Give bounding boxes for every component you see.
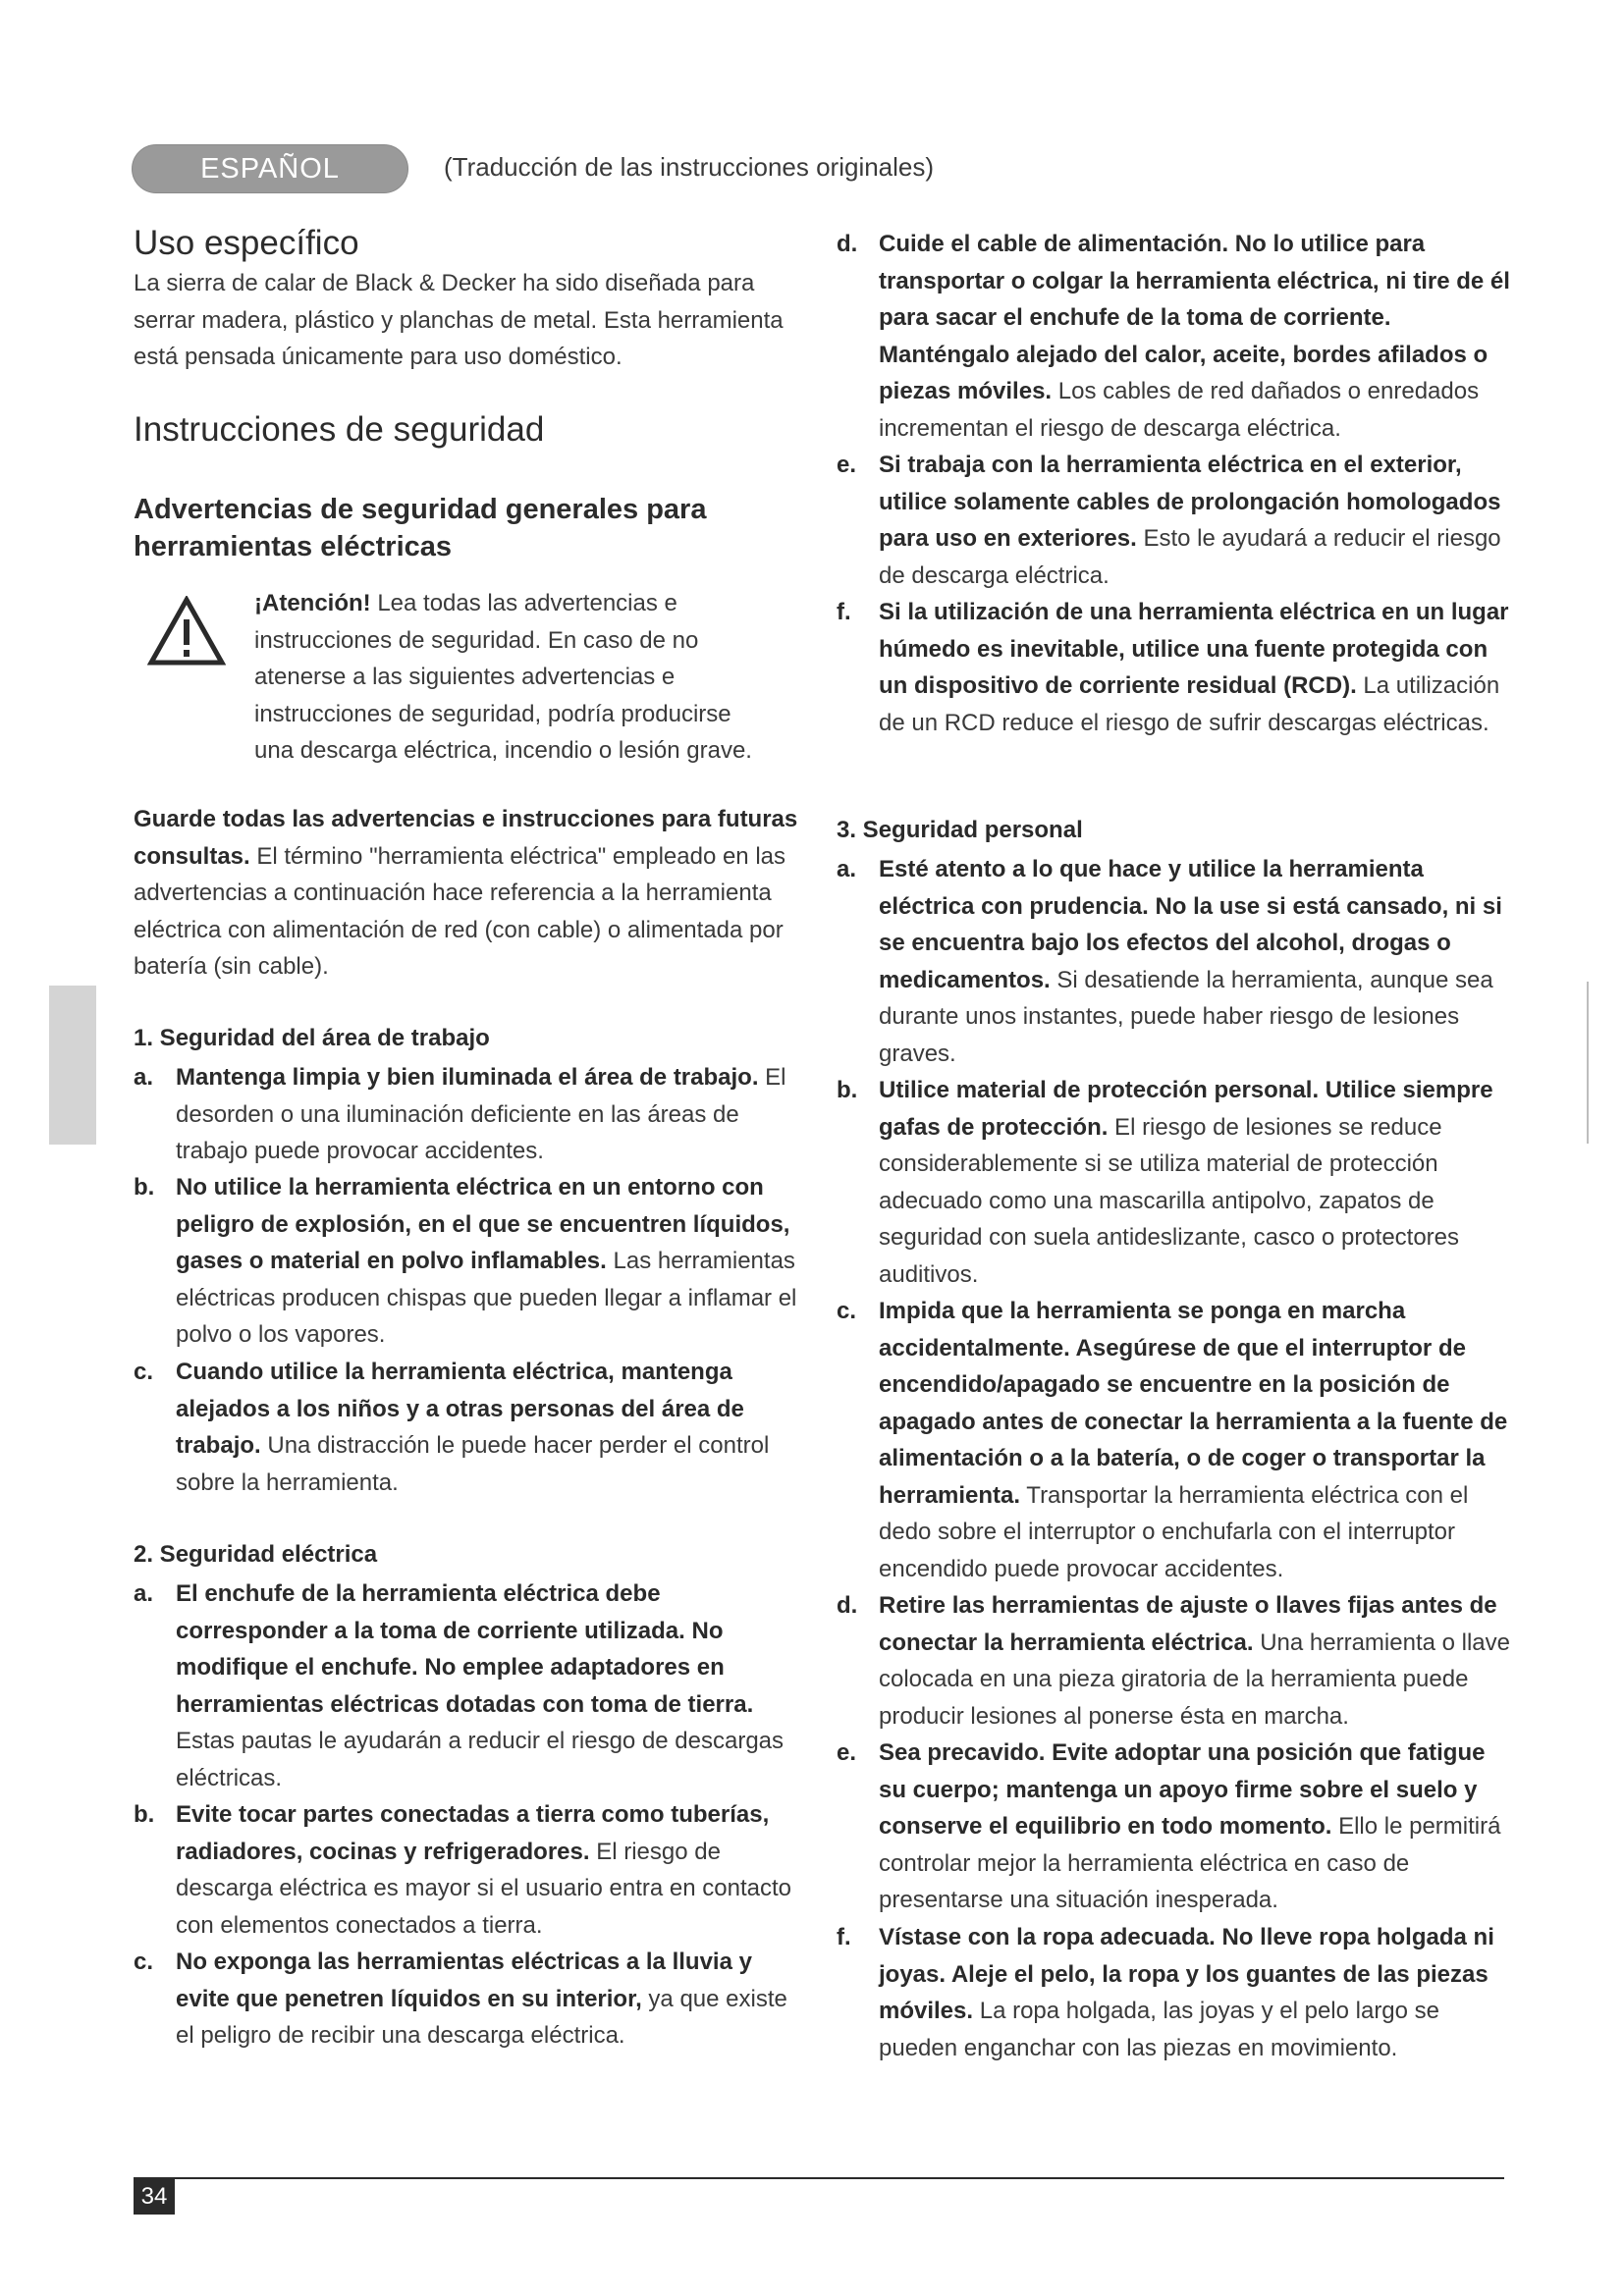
list-item-3c <box>837 1293 1514 1587</box>
item-bold: No utilice la herramienta eléctrica en un entorno con peligro de explosión, en el que se encuentren líquidos, gases o material en polvo inflamables. <box>176 1174 790 1274</box>
subsection-title-advertencias: Advertencias de seguridad generales para herramientas eléctricas <box>134 494 707 562</box>
list-item-2d <box>837 226 1514 447</box>
item-text: Las herramientas eléctricas producen chispas que pueden llegar a inflamar el polvo o los vapores. <box>176 1248 797 1348</box>
item-bold: Utilice material de protección personal. Utilice siempre gafas de protección. <box>879 1077 1493 1141</box>
list-label: a. <box>134 1064 154 1091</box>
list-item-2e <box>837 447 1514 594</box>
list-label: b. <box>134 1174 155 1201</box>
list-label: a. <box>837 856 857 882</box>
item-text: Estas pautas le ayudarán a reducir el riesgo de descargas eléctricas. <box>176 1728 785 1791</box>
footer-rule <box>134 2177 1504 2179</box>
warning-triangle-icon <box>147 596 226 667</box>
item-text: Si desatiende la herramienta, aunque sea durante unos instantes, puede haber riesgo de lesiones graves. <box>879 966 1493 1067</box>
item-bold: El enchufe de la herramienta eléctrica debe corresponder a la toma de corriente utilizada. No modifique el enchufe. No emplee adaptadores en herramientas eléctricas dotadas con toma de tierra. <box>176 1580 754 1718</box>
uso-paragraph: La sierra de calar de Black & Decker ha sido diseñada para serrar madera, plástico y planchas de metal. Esta herramienta está pensada únicamente para uso doméstico. <box>134 270 784 370</box>
page-number: 34 <box>134 2179 175 2215</box>
item-bold: Retire las herramientas de ajuste o llaves fijas antes de conectar la herramienta eléctrica. <box>879 1592 1497 1656</box>
section-2-title: 2. Seguridad eléctrica <box>134 1541 378 1568</box>
list-item-1b <box>134 1169 811 1354</box>
list-label: e. <box>837 1739 857 1766</box>
list-label: c. <box>134 1359 154 1385</box>
item-bold: Si trabaja con la herramienta eléctrica en el exterior, utilice solamente cables de prolongación homologados para uso en exteriores. <box>879 452 1501 552</box>
list-label: a. <box>134 1580 154 1607</box>
list-label: f. <box>837 1924 851 1950</box>
item-text: El riesgo de lesiones se reduce considerablemente si se utiliza material de protección adecuado como una mascarilla antipolvo, zapatos de seguridad con suela antideslizante, casco o protectores auditivos. <box>879 1113 1460 1288</box>
guarde-bold: Guarde todas las advertencias e instrucciones para futuras consultas. <box>134 806 798 870</box>
item-text: ya que existe el peligro de recibir una descarga eléctrica. <box>176 1985 787 2049</box>
guarde-paragraph <box>134 801 801 986</box>
list-item-2b <box>134 1796 811 1944</box>
list-item-1c <box>134 1354 811 1501</box>
list-item-3d <box>837 1587 1514 1735</box>
item-text: La utilización de un RCD reduce el riesgo de sufrir descargas eléctricas. <box>879 672 1500 736</box>
section-1-title: 1. Seguridad del área de trabajo <box>134 1025 490 1051</box>
warning-bold: ¡Atención! <box>254 590 371 616</box>
list-item-1a <box>134 1059 811 1170</box>
item-bold: No exponga las herramientas eléctricas a la lluvia y evite que penetren líquidos en su interior, <box>176 1949 752 2012</box>
list-label: e. <box>837 452 857 478</box>
item-text: Una distracción le puede hacer perder el control sobre la herramienta. <box>176 1432 770 1496</box>
list-item-3e <box>837 1735 1514 1919</box>
list-item-3b <box>837 1072 1514 1293</box>
item-text: El desorden o una iluminación deficiente en las áreas de trabajo puede provocar accidentes. <box>176 1064 786 1164</box>
list-item-3f <box>837 1919 1514 2066</box>
item-bold: Mantenga limpia y bien iluminada el área de trabajo. <box>176 1064 759 1091</box>
side-line-marker <box>1587 982 1589 1144</box>
translation-subtitle: (Traducción de las instrucciones originales) <box>444 152 935 182</box>
item-bold: Cuando utilice la herramienta eléctrica, mantenga alejados a los niños y a otras personas del área de trabajo. <box>176 1359 744 1459</box>
list-label: c. <box>837 1298 857 1324</box>
item-text: Ello le permitirá controlar mejor la herramienta eléctrica en caso de presentarse una situación inesperada. <box>879 1813 1501 1913</box>
warning-paragraph <box>254 585 775 770</box>
list-item-2f <box>837 594 1514 741</box>
list-label: f. <box>837 599 851 625</box>
list-item-2c <box>134 1944 811 2055</box>
list-item-3a <box>837 851 1514 1072</box>
warning-text: Lea todas las advertencias e instrucciones de seguridad. En caso de no atenerse a las siguientes advertencias e instrucciones de seguridad, podría producirse una descarga eléctrica, incendio o lesión grave. <box>254 590 752 764</box>
item-text: Los cables de red dañados o enredados incrementan el riesgo de descarga eléctrica. <box>879 378 1480 442</box>
section-title-instrucciones: Instrucciones de seguridad <box>134 410 545 449</box>
section-3-title: 3. Seguridad personal <box>837 817 1083 843</box>
list-label: b. <box>837 1077 858 1103</box>
item-bold: Cuide el cable de alimentación. No lo utilice para transportar o colgar la herramienta eléctrica, ni tire de él para sacar el enchufe de la toma de corriente. Manténgalo alejado del calor, aceite, bordes afilados o piezas móviles. <box>879 231 1510 404</box>
list-label: d. <box>837 1592 858 1619</box>
item-bold: Evite tocar partes conectadas a tierra como tuberías, radiadores, cocinas y refrigeradores. <box>176 1801 770 1865</box>
guarde-text: El término "herramienta eléctrica" empleado en las advertencias a continuación hace referencia a la herramienta eléctrica con alimentación de red (con cable) o alimentada por batería (sin cable). <box>134 842 785 980</box>
list-label: d. <box>837 231 858 257</box>
side-tab-marker <box>49 986 96 1145</box>
list-label: c. <box>134 1949 154 1975</box>
language-badge: ESPAÑOL <box>132 144 408 193</box>
item-text: La ropa holgada, las joyas y el pelo largo se pueden enganchar con las piezas en movimiento. <box>879 1998 1440 2061</box>
item-text: Transportar la herramienta eléctrica con el dedo sobre el interruptor o enchufarla con el interruptor encendido puede provocar accidentes. <box>879 1481 1469 1582</box>
section-title-uso: Uso específico <box>134 224 359 262</box>
item-text: El riesgo de descarga eléctrica es mayor si el usuario entra en contacto con elementos conectados a tierra. <box>176 1838 791 1939</box>
item-bold: Esté atento a lo que hace y utilice la herramienta eléctrica con prudencia. No la use si está cansado, ni si se encuentra bajo los efectos del alcohol, drogas o medicamentos. <box>879 856 1502 993</box>
item-bold: Sea precavido. Evite adoptar una posición que fatigue su cuerpo; mantenga un apoyo firme sobre el suelo y conserve el equilibrio en todo momento. <box>879 1739 1486 1840</box>
list-label: b. <box>134 1801 155 1828</box>
item-bold: Impida que la herramienta se ponga en marcha accidentalmente. Asegúrese de que el interruptor de encendido/apagado se encuentre en la posición de apagado antes de conectar la herramienta a la fuente de alimentación o a la batería, o de coger o transportar la herramienta. <box>879 1298 1508 1509</box>
item-text: Esto le ayudará a reducir el riesgo de descarga eléctrica. <box>879 525 1501 589</box>
list-item-2a <box>134 1575 811 1796</box>
item-bold: Si la utilización de una herramienta eléctrica en un lugar húmedo es inevitable, utilice una fuente protegida con un dispositivo de corriente residual (RCD). <box>879 599 1509 699</box>
item-text: Una herramienta o llave colocada en una pieza giratoria de la herramienta puede producir lesiones al ponerse ésta en marcha. <box>879 1629 1510 1730</box>
item-bold: Vístase con la ropa adecuada. No lleve ropa holgada ni joyas. Aleje el pelo, la ropa y los guantes de las piezas móviles. <box>879 1924 1494 2024</box>
